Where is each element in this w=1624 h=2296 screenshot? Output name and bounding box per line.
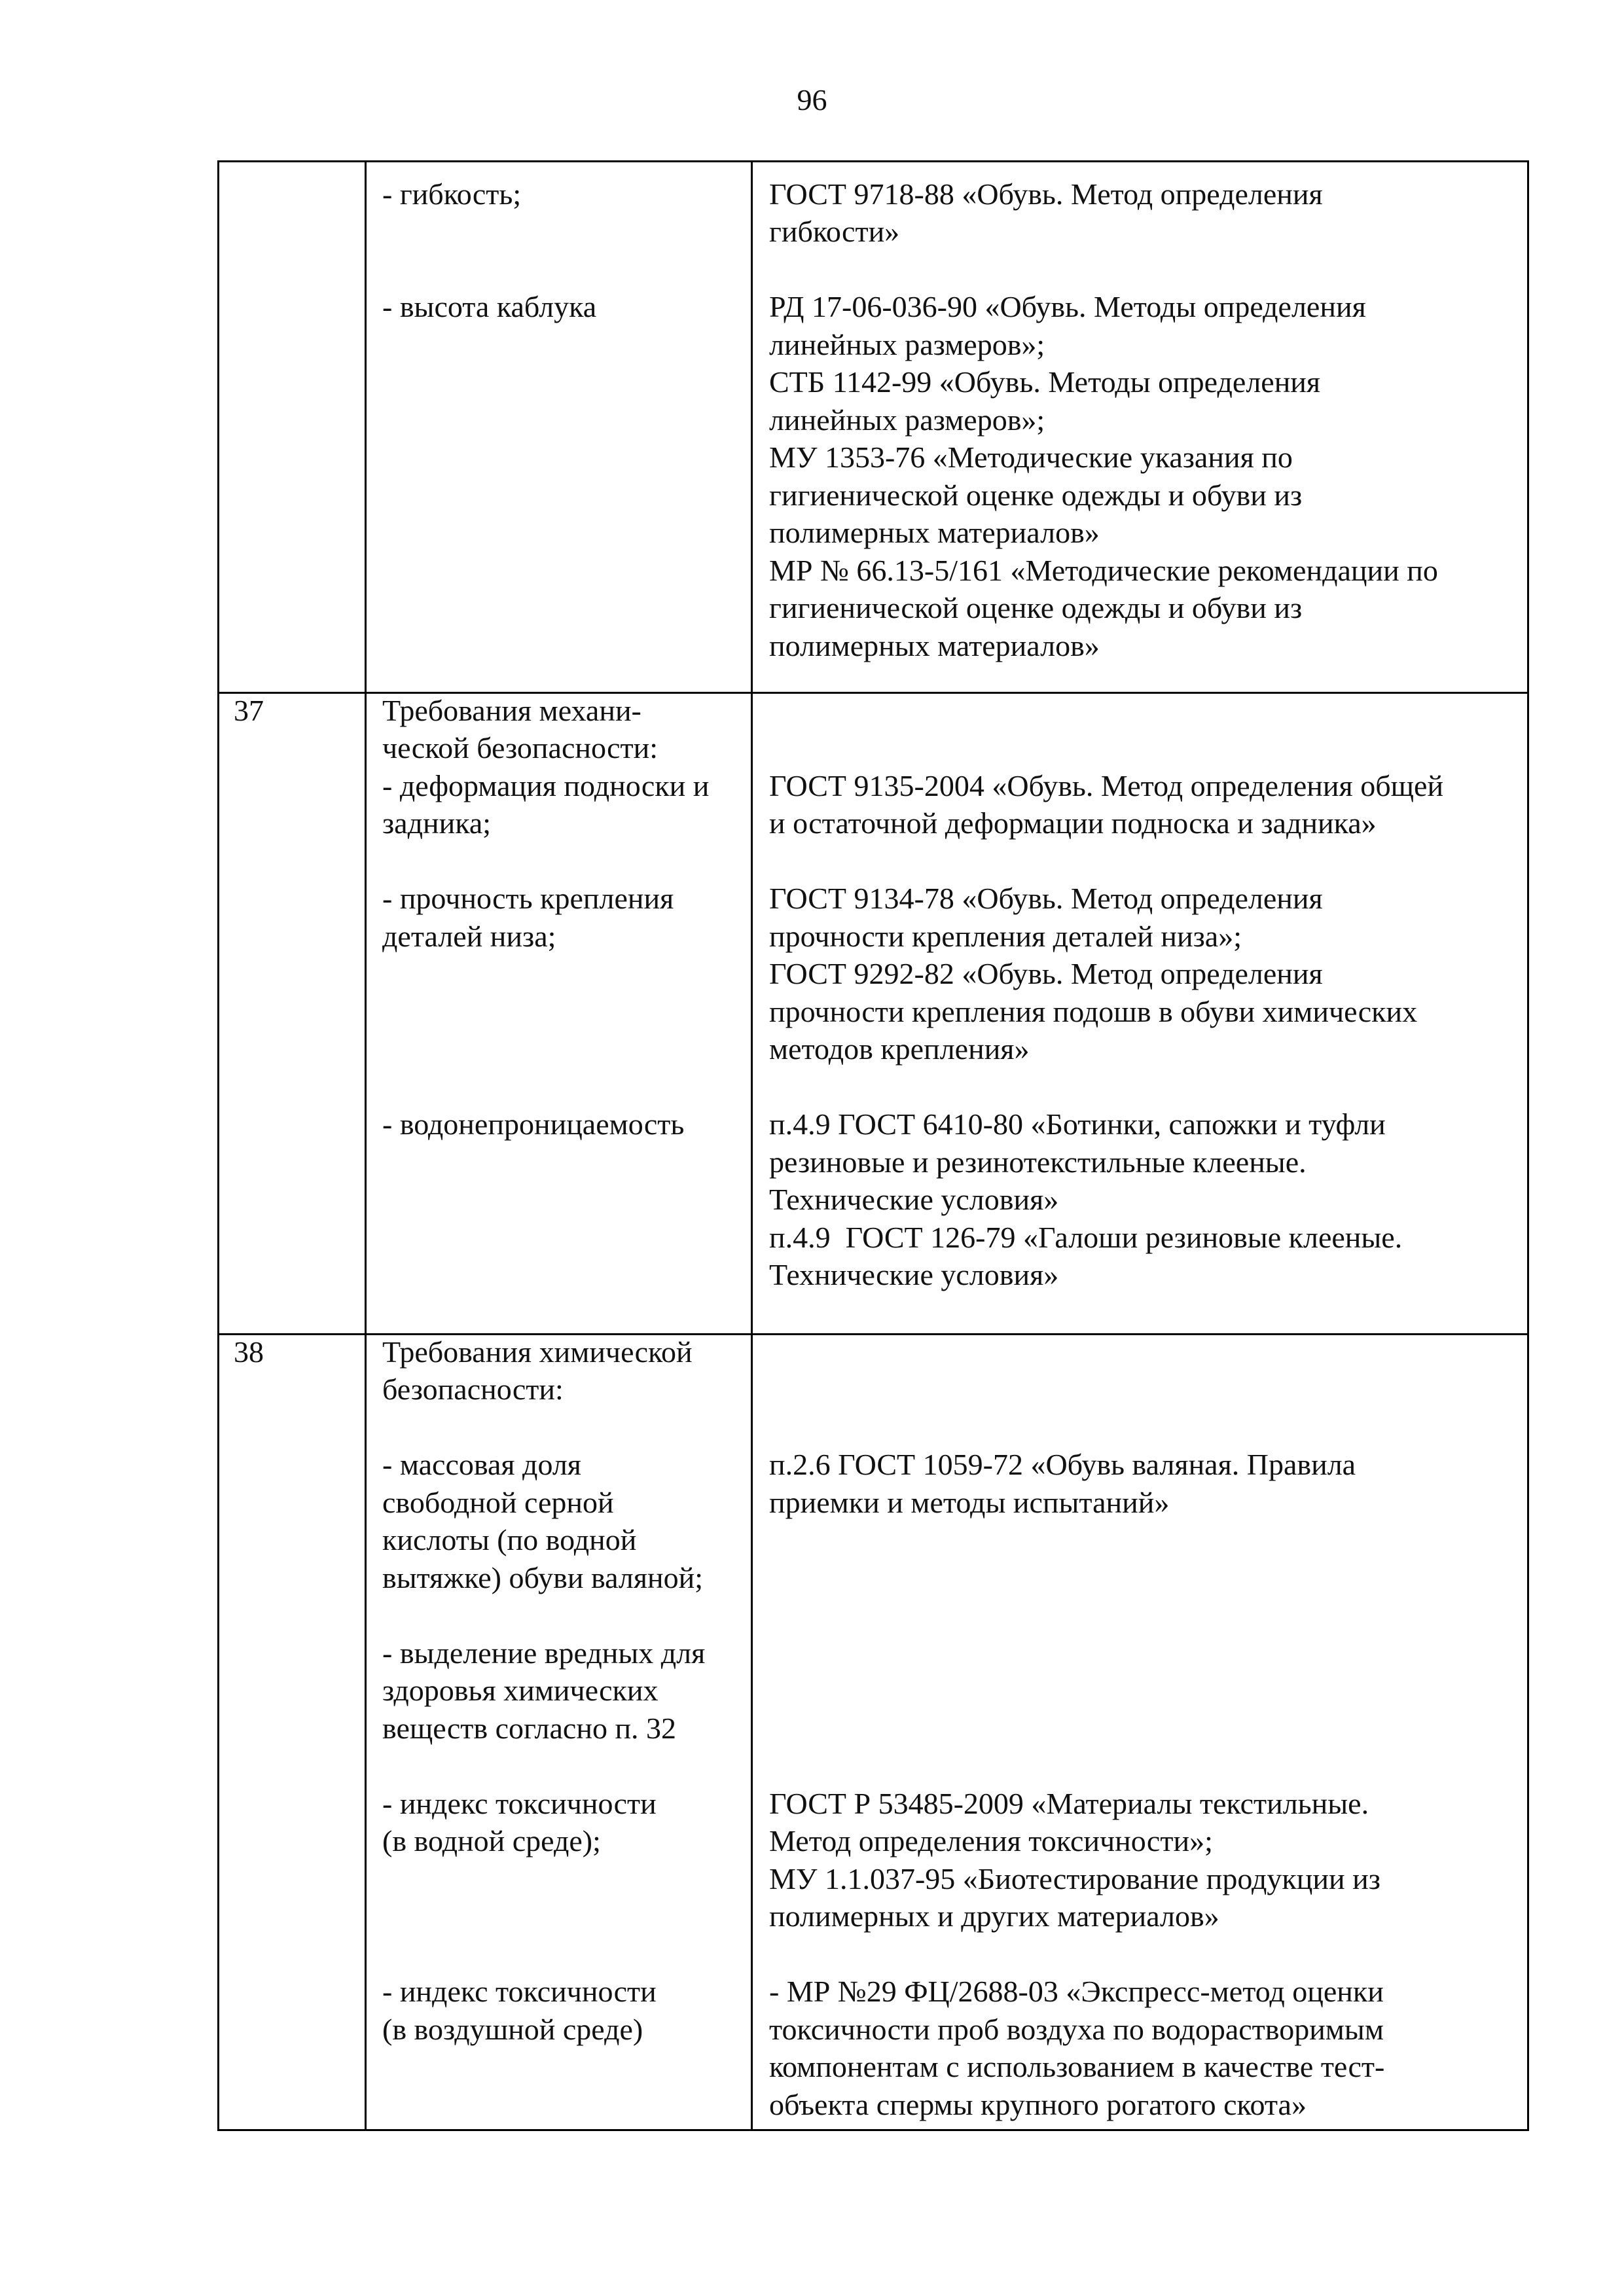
- parameter-text: безопасности:: [382, 1372, 564, 1406]
- row-number: 38: [234, 1335, 264, 1369]
- method-text: СТБ 1142-99 «Обувь. Методы определения: [769, 365, 1321, 399]
- method-text: ГОСТ 9718-88 «Обувь. Метод определения: [769, 177, 1323, 211]
- method-text: ГОСТ 9134-78 «Обувь. Метод определения: [769, 882, 1323, 915]
- method-text: гигиенической оценке одежды и обуви из: [769, 478, 1303, 512]
- method-text: линейных размеров»;: [769, 403, 1045, 437]
- method-text: прочности крепления деталей низа»;: [769, 920, 1242, 953]
- method-text: Метод определения токсичности»;: [769, 1824, 1213, 1857]
- row-number: 37: [234, 694, 264, 727]
- parameter-text: деталей низа;: [382, 920, 556, 953]
- method-text: гибкости»: [769, 215, 900, 248]
- parameter-text: (в водной среде);: [382, 1824, 601, 1857]
- parameter-text: свободной серной: [382, 1486, 614, 1519]
- parameter-text: - массовая доля: [382, 1448, 581, 1481]
- method-text: п.2.6 ГОСТ 1059-72 «Обувь валяная. Правила: [769, 1448, 1356, 1481]
- method-text: полимерных материалов»: [769, 516, 1100, 549]
- method-text: ГОСТ Р 53485-2009 «Материалы текстильные.: [769, 1787, 1369, 1820]
- parameter-text: - индекс токсичности: [382, 1787, 657, 1820]
- parameter-text: здоровья химических: [382, 1674, 659, 1707]
- method-text: - МР №29 ФЦ/2688-03 «Экспресс-метод оценки: [769, 1975, 1384, 2008]
- parameter-text: Требования химической: [382, 1335, 693, 1369]
- method-text: и остаточной деформации подноска и задника»: [769, 806, 1377, 840]
- method-text: Технические условия»: [769, 1183, 1059, 1216]
- parameter-text: - индекс токсичности: [382, 1975, 657, 2008]
- parameter-text: вытяжке) обуви валяной;: [382, 1561, 704, 1594]
- column-divider-1: [365, 162, 367, 2129]
- method-text: линейных размеров»;: [769, 328, 1045, 361]
- method-text: компонентам с использованием в качестве тест-: [769, 2050, 1385, 2083]
- method-text: полимерных материалов»: [769, 629, 1100, 662]
- parameter-text: - выделение вредных для: [382, 1636, 706, 1670]
- method-text: п.4.9 ГОСТ 126-79 «Галоши резиновые клееные.: [769, 1221, 1403, 1254]
- method-text: МУ 1353-76 «Методические указания по: [769, 440, 1293, 474]
- parameter-text: - водонепроницаемость: [382, 1107, 685, 1141]
- parameter-text: - высота каблука: [382, 290, 597, 323]
- method-text: п.4.9 ГОСТ 6410-80 «Ботинки, сапожки и туфли: [769, 1107, 1386, 1141]
- parameter-text: Требования механи-: [382, 694, 641, 727]
- parameter-text: задника;: [382, 806, 492, 840]
- parameter-text: - деформация подноски и: [382, 769, 710, 802]
- parameter-text: веществ согласно п. 32: [382, 1712, 677, 1745]
- method-text: резиновые и резинотекстильные клееные.: [769, 1145, 1307, 1179]
- method-text: ГОСТ 9292-82 «Обувь. Метод определения: [769, 957, 1323, 990]
- parameter-text: ческой безопасности:: [382, 731, 659, 764]
- method-text: прочности крепления подошв в обуви химических: [769, 995, 1418, 1028]
- method-text: МУ 1.1.037-95 «Биотестирование продукции из: [769, 1862, 1380, 1895]
- method-text: МР № 66.13-5/161 «Методические рекомендации по: [769, 554, 1438, 587]
- parameter-text: (в воздушной среде): [382, 2013, 643, 2046]
- method-text: гигиенической оценке одежды и обуви из: [769, 591, 1303, 624]
- method-text: полимерных и других материалов»: [769, 1899, 1219, 1933]
- method-text: методов крепления»: [769, 1032, 1030, 1066]
- parameter-text: кислоты (по водной: [382, 1523, 637, 1556]
- page-number: 96: [797, 83, 827, 117]
- parameter-text: - гибкость;: [382, 177, 522, 211]
- method-text: приемки и методы испытаний»: [769, 1486, 1170, 1519]
- column-divider-2: [751, 162, 753, 2129]
- parameter-text: - прочность крепления: [382, 882, 674, 915]
- method-text: ГОСТ 9135-2004 «Обувь. Метод определения общей: [769, 769, 1444, 802]
- method-text: Технические условия»: [769, 1258, 1059, 1291]
- method-text: объекта спермы крупного рогатого скота»: [769, 2088, 1307, 2121]
- method-text: токсичности проб воздуха по водорастворимым: [769, 2013, 1384, 2046]
- method-text: РД 17-06-036-90 «Обувь. Методы определения: [769, 290, 1366, 323]
